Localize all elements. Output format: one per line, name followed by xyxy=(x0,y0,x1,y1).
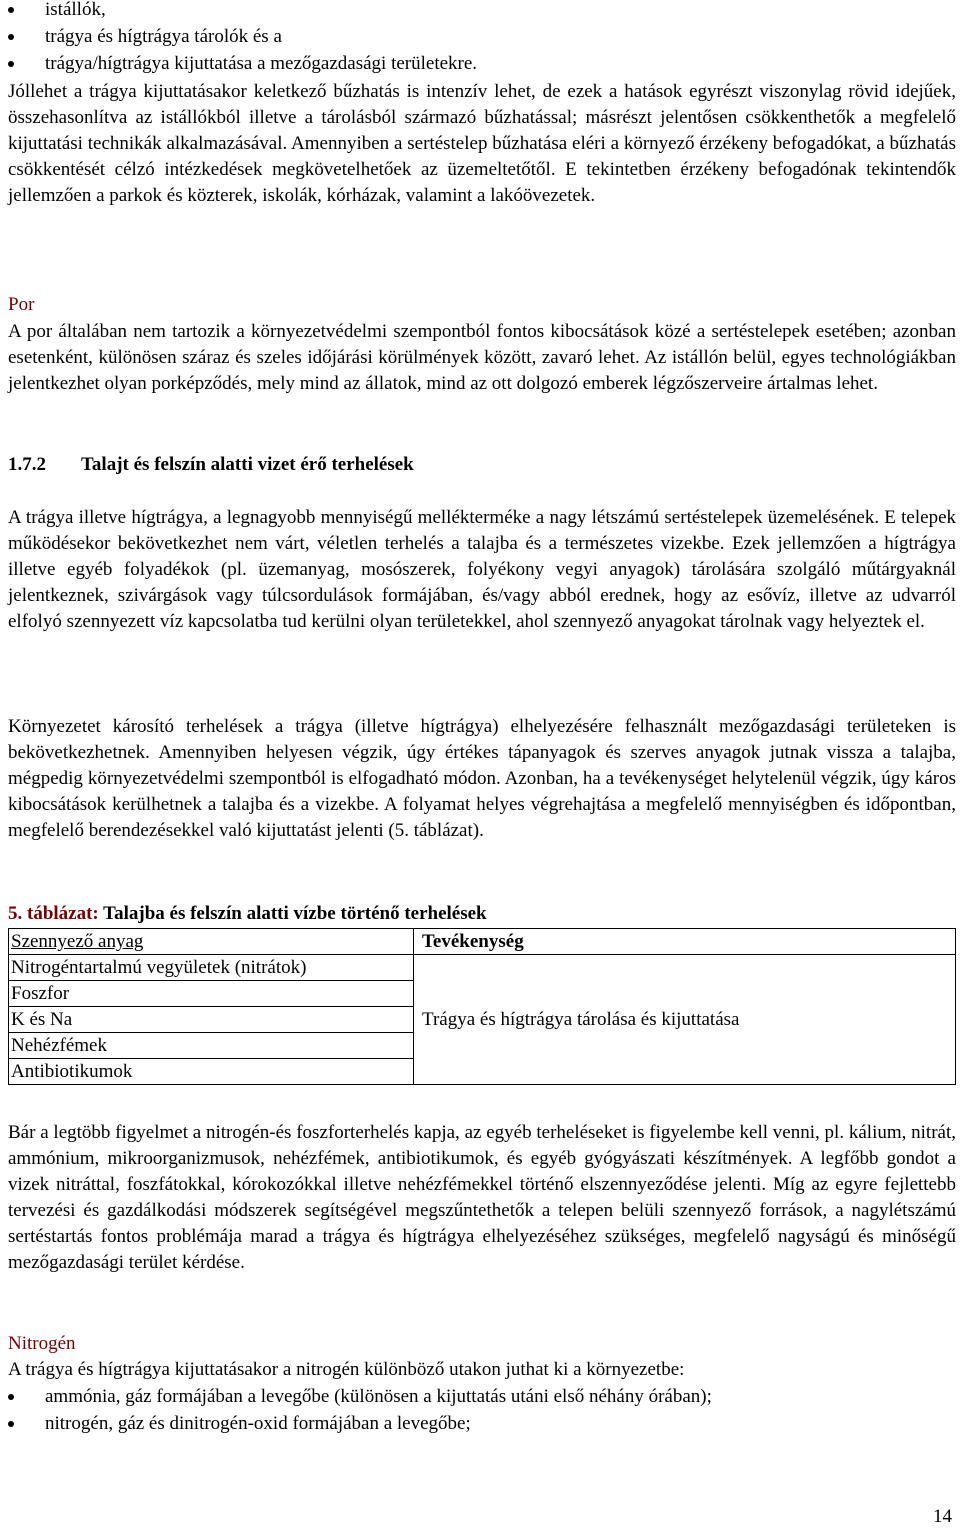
heading-nitrogen: Nitrogén xyxy=(8,1333,76,1354)
table-header-pollutant: Szennyező anyag xyxy=(9,929,414,955)
table-cell-pollutant: Foszfor xyxy=(9,981,414,1007)
table-row xyxy=(9,955,956,981)
table-header-row xyxy=(9,929,956,955)
pollution-table xyxy=(8,928,956,1085)
table-caption-label: 5. táblázat: xyxy=(8,903,99,924)
list-item xyxy=(8,0,956,23)
list-item-text: trágya/hígtrágya kijuttatása a mezőgazdasági területekre. xyxy=(45,53,478,74)
list-item xyxy=(8,1383,956,1410)
table-header-activity: Tevékenység xyxy=(414,929,956,955)
page-number: 14 xyxy=(933,1506,952,1527)
table-cell-activity: Trágya és hígtrágya tárolása és kijuttatása xyxy=(414,955,956,1085)
table-cell-pollutant: Antibiotikumok xyxy=(9,1059,414,1085)
list-item-text: nitrogén, gáz és dinitrogén-oxid formájában a levegőbe; xyxy=(45,1413,471,1434)
nitrogen-bullet-list xyxy=(8,1383,956,1437)
section-number: 1.7.2 xyxy=(8,454,46,475)
paragraph-load-1: A trágya illetve hígtrágya, a legnagyobb mennyiségű mellékterméke a nagy létszámú sertéstelepek üzemelésének. E telepek működésekor bekövetkezhet nem várt, véletlen terhelés a talajba és a természetes vizekbe. Ezek jellemzően a hígtrágya illetve egyéb folyadékok (pl. üzemanyag, mosószerek, folyékony vegyi anyagok) tárolására szolgáló műtárgyaknál jelentkeznek, szivárgások vagy túlcsordulások formájában, és/vagy abból erednek, hogy az esővíz, illetve az udvarról elfolyó szennyezett víz kapcsolatba tud kerülni olyan területekkel, ahol szennyező anyagokat tárolnak vagy helyeztek el. xyxy=(8,507,956,632)
section-heading xyxy=(8,452,956,478)
list-item xyxy=(8,50,956,77)
table-cell-pollutant: Nitrogéntartalmú vegyületek (nitrátok) xyxy=(9,955,414,981)
paragraph-odor: Jóllehet a trágya kijuttatásakor keletkező bűzhatás is intenzív lehet, de ezek a hatások egyrészt viszonylag rövid idejűek, összehasonlítva az istállókból illetve a tárolásból származó bűzhatással; másrészt jelentősen csökkenthetők a megfelelő kijuttatási technikák alkalmazásával. Amennyiben a sertéstelep bűzhatása eléri a környező érzékeny befogadókat, a bűzhatás csökkentését célzó intézkedések megkövetelhetőek az üzemeltetőtől. E tekintetben érzékeny befogadónak tekintendők jellemzően a parkok és közterek, iskolák, kórházak, valamint a lakóövezetek. xyxy=(8,81,956,206)
paragraph-dust: A por általában nem tartozik a környezetvédelmi szempontból fontos kibocsátások közé a sertéstelepek esetében; azonban esetenként, különösen száraz és szeles időjárási körülmények között, zavaró lehet. Az istállón belül, egyes technológiákban jelentkezhet olyan porképződés, mely mind az állatok, mind az ott dolgozó emberek légzőszerveire ártalmas lehet. xyxy=(8,321,956,394)
table-caption xyxy=(8,901,956,927)
list-item-text: istállók, xyxy=(45,0,106,20)
paragraph-nitrogen: A trágya és hígtrágya kijuttatásakor a nitrogén különböző utakon juthat ki a környezetbe: xyxy=(8,1359,685,1380)
paragraph-load-2: Környezetet károsító terhelések a trágya (illetve hígtrágya) elhelyezésére felhasznált mezőgazdasági területeken is bekövetkezhetnek. Amennyiben helyesen végzik, úgy értékes tápanyagok és szerves anyagok jutnak vissza a talajba, mégpedig környezetvédelmi szempontból is elfogadható módon. Azonban, ha a tevékenységet helytelenül végzik, úgy káros kibocsátások kerülhetnek a talajba és a vizekbe. A folyamat helyes végrehajtása a megfelelő mennyiségben és időpontban, megfelelő berendezésekkel való kijuttatást jelenti (5. táblázat). xyxy=(8,716,956,841)
list-item xyxy=(8,1410,956,1437)
table-cell-pollutant: Nehézfémek xyxy=(9,1033,414,1059)
table-caption-text: Talajba és felszín alatti vízbe történő terhelések xyxy=(98,903,487,924)
list-item-text: ammónia, gáz formájában a levegőbe (különösen a kijuttatás utáni első néhány órában); xyxy=(45,1386,712,1407)
heading-dust: Por xyxy=(8,294,35,315)
top-bullet-list xyxy=(8,0,956,77)
list-item xyxy=(8,23,956,50)
bullet-dot xyxy=(8,61,14,67)
bullet-dot xyxy=(8,1394,14,1400)
section-title: Talajt és felszín alatti vizet érő terhelések xyxy=(81,454,414,475)
bullet-dot xyxy=(8,7,14,13)
paragraph-after-table: Bár a legtöbb figyelmet a nitrogén-és foszforterhelés kapja, az egyéb terheléseket is figyelembe kell venni, pl. kálium, nitrát, ammónium, mikroorganizmusok, nehézfémek, antibiotikumok, és egyéb gyógyászati készítmények. A legfőbb gondot a vizek nitráttal, foszfátokkal, kórokozókkal illetve nehézfémekkel történő elszennyeződése jelenti. Míg az egyre fejlettebb tervezési és gazdálkodási módszerek segítségével megszűntethetők a telepen belüli szennyező források, a nagylétszámú sertéstartás fontos problémája marad a trágya és hígtrágya elhelyezéséhez szükséges, megfelelő nagyságú és minőségű mezőgazdasági terület kérdése. xyxy=(8,1122,956,1273)
bullet-dot xyxy=(8,1421,14,1427)
table-cell-pollutant: K és Na xyxy=(9,1007,414,1033)
list-item-text: trágya és hígtrágya tárolók és a xyxy=(45,26,282,47)
bullet-dot xyxy=(8,34,14,40)
